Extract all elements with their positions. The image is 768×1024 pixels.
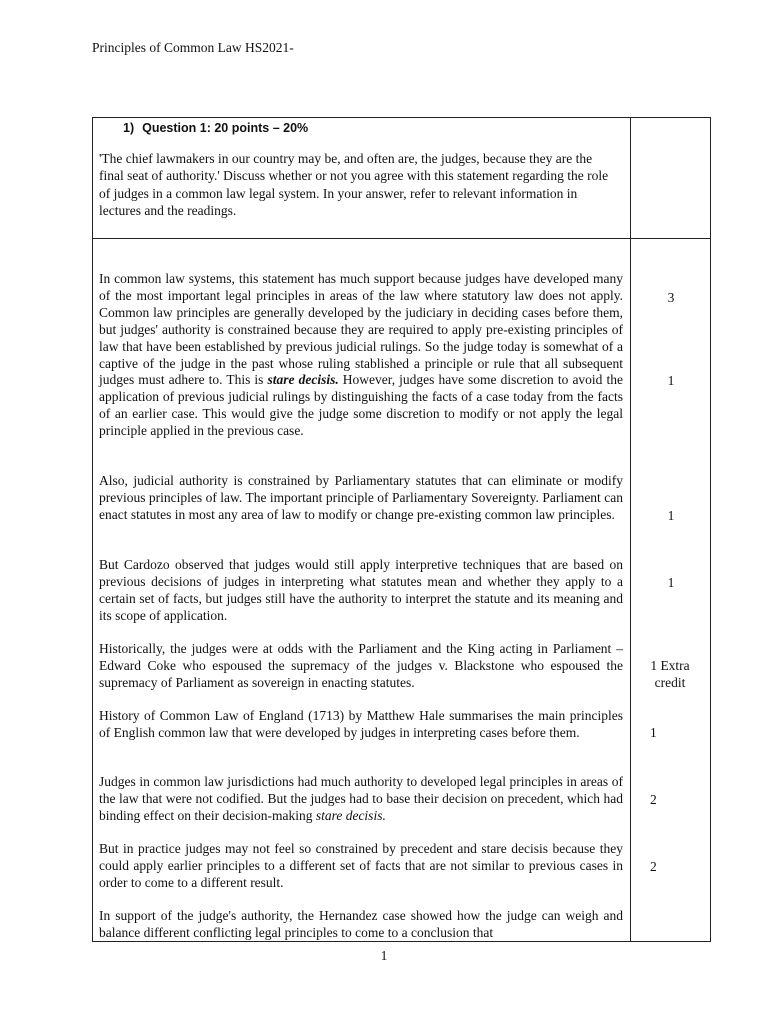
answer-paragraph-4: Historically, the judges were at odds with the Parliament and the King acting in Parliament – Edward Coke who espoused the supremacy of the judges v. Blackstone who espoused the supremacy of Parliament as sovereign in enacting statutes. xyxy=(99,641,623,690)
row-divider xyxy=(93,238,710,239)
score-mark: 1 xyxy=(650,725,657,740)
question-number: 1) xyxy=(123,121,135,135)
answer-paragraph-1: In common law systems, this statement has much support because judges have developed many of the most important legal principles in areas of the law where statutory law does not apply. Common law principles are generally developed by the judiciary in deciding cases before them, but judges' authority is constrained because they are required to apply pre-existing principles of law that have been established by previous judicial rulings. So the judge today is somewhat of a captive of the judge in the past whose ruling stablished a principle or rule that all subsequent judges must adhere to. This is stare decisis. However, judges have some discretion to avoid the application of previous judicial rulings by distinguishing the facts of a case today from the facts of an earlier case. This would give the judge some discretion to modify or not apply the legal principle applied in the previous case. xyxy=(99,271,623,439)
question-heading xyxy=(123,121,308,135)
answer-paragraph-7: But in practice judges may not feel so constrained by precedent and stare decisis because they could apply earlier principles to a different set of facts that are not similar to previous cases in order to come to a different result. xyxy=(99,841,623,890)
score-mark: 1 xyxy=(667,508,675,523)
page-number: 1 xyxy=(380,948,388,963)
document-header: Principles of Common Law HS2021- xyxy=(92,40,294,55)
score-mark: 2 xyxy=(650,859,657,874)
answer-paragraph-8: In support of the judge's authority, the Hernandez case showed how the judge can weigh and balance different conflicting legal principles to come to a conclusion that xyxy=(99,908,623,940)
answer-paragraph-2: Also, judicial authority is constrained by Parliamentary statutes that can eliminate or modify previous principles of law. The important principle of Parliamentary Sovereignty. Parliament can enact statutes in most any area of law to modify or change pre-existing common law principles. xyxy=(99,473,623,522)
answer-paragraph-5: History of Common Law of England (1713) by Matthew Hale summarises the main principles of English common law that were developed by judges in interpreting cases before them. xyxy=(99,708,623,740)
answer-paragraph-3: But Cardozo observed that judges would still apply interpretive techniques that are based on previous decisions of judges in interpreting what statutes mean and whether they apply to a certain set of facts, but judges still have the authority to interpret the statute and its meaning and its scope of application. xyxy=(99,557,623,623)
score-mark-extra-credit: 1 Extra credit xyxy=(650,658,690,690)
answer-table xyxy=(92,117,711,942)
question-prompt: 'The chief lawmakers in our country may be, and often are, the judges, because they are the final seat of authority.' Discuss whether or not you agree with this statement regarding the role of judges in a common law legal system. In your answer, refer to relevant information in lectures and the readings. xyxy=(99,151,609,219)
score-mark: 1 xyxy=(667,575,675,590)
column-divider xyxy=(630,118,631,941)
score-mark: 2 xyxy=(650,792,657,807)
score-mark: 1 xyxy=(667,373,675,388)
score-mark: 3 xyxy=(667,290,675,305)
answer-paragraph-6: Judges in common law jurisdictions had much authority to developed legal principles in areas of the law that were not codified. But the judges had to base their decision on precedent, which had binding effect on their decision-making stare decisis. xyxy=(99,774,623,823)
question-title: Question 1: 20 points – 20% xyxy=(142,121,309,135)
